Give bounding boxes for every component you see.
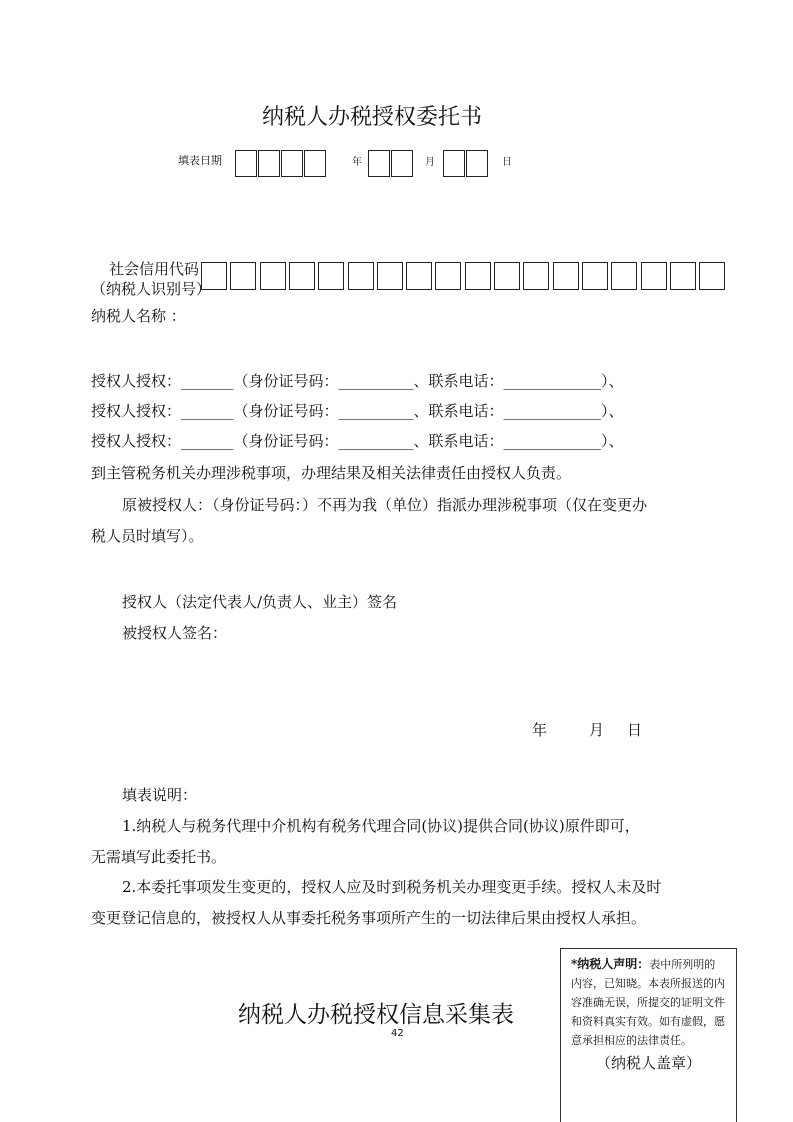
credit-code-digit-box[interactable] xyxy=(435,262,461,290)
note-text: 1.纳税人与税务代理中介机构有税务代理合同(协议)提供合同(协议)原件即可， xyxy=(122,817,640,835)
year-digit-box[interactable] xyxy=(235,150,257,177)
taxpayer-statement-box xyxy=(560,948,737,1122)
month-digit-box[interactable] xyxy=(368,150,390,177)
notes-title: 填表说明： xyxy=(122,786,198,804)
credit-code-digit-box[interactable] xyxy=(260,262,286,290)
authorizer-line: 授权人授权：_______（身份证号码：__________、联系电话：_____________）、 xyxy=(91,402,624,420)
authorized-signature-label: 被授权人签名： xyxy=(122,624,228,642)
page-title: 纳税人办税授权委托书 xyxy=(262,105,483,130)
credit-code-digit-box[interactable] xyxy=(406,262,432,290)
credit-code-label: 社会信用代码 xyxy=(109,260,200,278)
second-title: 纳税人办税授权信息采集表 xyxy=(238,1002,514,1028)
note-text: 变更登记信息的，被授权人从事委托税务事项所产生的一切法律后果由授权人承担。 xyxy=(91,909,647,927)
credit-code-digit-box[interactable] xyxy=(670,262,696,290)
stamp-label: （纳税人盖章） xyxy=(595,1054,701,1072)
body-text: 税人员时填写）。 xyxy=(91,527,204,545)
credit-code-digit-box[interactable] xyxy=(348,262,374,290)
year-digit-box[interactable] xyxy=(304,150,326,177)
sign-month: 月 xyxy=(589,721,605,739)
statement-text: 表中所列明的内容，已知晓。本表所报送的内容准确无误，所提交的证明文件和资料真实有效。如有虚假，愿意承担相应的法律责任。 xyxy=(571,958,725,1047)
credit-code-digit-box[interactable] xyxy=(494,262,520,290)
credit-code-digit-box[interactable] xyxy=(523,262,549,290)
credit-code-digit-box[interactable] xyxy=(201,262,227,290)
day-digit-box[interactable] xyxy=(466,150,488,177)
credit-code-digit-box[interactable] xyxy=(465,262,491,290)
sign-day: 日 xyxy=(627,721,643,739)
month-label: 月 xyxy=(425,157,435,168)
statement-heading: *纳税人声明： xyxy=(571,957,650,971)
year-digit-box[interactable] xyxy=(258,150,280,177)
page-number: 42 xyxy=(391,1028,404,1039)
year-label: 年 xyxy=(352,157,362,168)
credit-code-digit-box[interactable] xyxy=(377,262,403,290)
credit-code-digit-box[interactable] xyxy=(611,262,637,290)
day-label: 日 xyxy=(502,157,512,168)
credit-code-digit-box[interactable] xyxy=(582,262,608,290)
note-text: 2.本委托事项发生变更的，授权人应及时到税务机关办理变更手续。授权人未及时 xyxy=(122,878,662,896)
credit-code-digit-box[interactable] xyxy=(230,262,256,290)
authorizer-signature-label: 授权人（法定代表人/负责人、业主）签名 xyxy=(122,593,398,611)
credit-code-digit-box[interactable] xyxy=(318,262,344,290)
day-digit-box[interactable] xyxy=(443,150,465,177)
credit-code-digit-box[interactable] xyxy=(553,262,579,290)
month-digit-box[interactable] xyxy=(391,150,413,177)
credit-code-digit-box[interactable] xyxy=(289,262,315,290)
sign-year: 年 xyxy=(532,721,548,739)
authorizer-line: 授权人授权：_______（身份证号码：__________、联系电话：_____________）、 xyxy=(91,432,624,450)
credit-code-digit-box[interactable] xyxy=(699,262,725,290)
fill-date-label: 填表日期 xyxy=(178,154,222,167)
authorizer-line: 授权人授权：_______（身份证号码：__________、联系电话：_____________）、 xyxy=(91,372,624,390)
body-text: 原被授权人：（身份证号码：）不再为我（单位）指派办理涉税事项（仅在变更办 xyxy=(122,496,648,514)
taxpayer-name-label: 纳税人名称 ： xyxy=(91,307,186,325)
year-digit-box[interactable] xyxy=(281,150,303,177)
note-text: 无需填写此委托书。 xyxy=(91,848,227,866)
credit-code-digit-box[interactable] xyxy=(641,262,667,290)
body-text: 到主管税务机关办理涉税事项，办理结果及相关法律责任由授权人负责。 xyxy=(91,464,572,482)
taxpayer-id-label: （纳税人识别号） xyxy=(91,280,212,298)
